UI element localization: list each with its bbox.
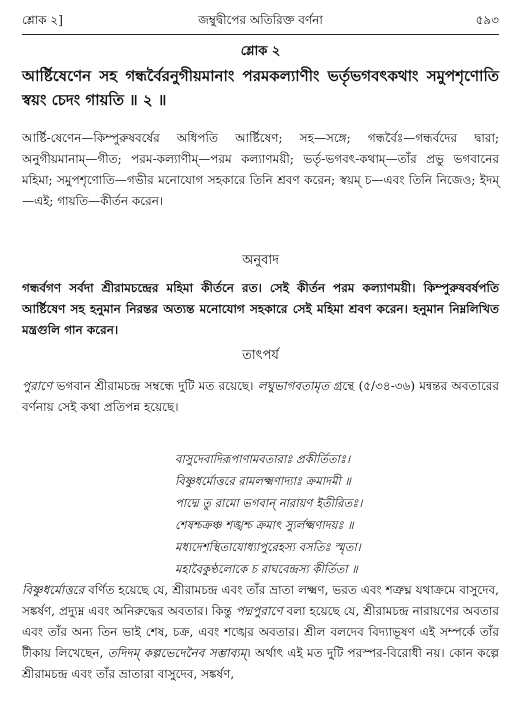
quoted-verse	[175, 448, 362, 580]
purport-intro	[22, 376, 499, 418]
sanskrit-verse: আর্ষ্টিষেণেন সহ গন্ধর্বৈরনুগীয়মানাং পরমকল্যাণীং ভর্তৃভগবৎকথাং সমুপশৃণোতি স্বয়ং চেদং গায়তি ॥ ২ ॥	[22, 67, 499, 109]
header-verse-ref: শ্লোক ২]	[22, 13, 63, 27]
purport-ref-purana: পুরাণে	[22, 379, 53, 393]
quoted-verse-line: পাদ্মে তু রামো ভগবান্ নারায়ণ ইতীরিতঃ।	[175, 496, 363, 510]
ref-padmapurana: পদ্মপুরাণে	[235, 604, 283, 618]
ref-commentary-quote: তদিদম্ কল্পভেদেনৈব সম্ভাব্যম্	[107, 646, 247, 660]
para2-text-c: । অর্থাৎ এই মত দুটি পরস্পর-বিরোধী নয়। কোন কল্পে শ্রীরামচন্দ্র এবং তাঁর ভ্রাতারা বাসুদেব, সঙ্কর্ষণ,	[22, 646, 499, 681]
para2-text-b: বলা হয়েছে যে, শ্রীরামচন্দ্র নারায়ণের অবতার এবং তাঁর অন্য তিন ভাই শেষ, চক্র, এবং শঙ্খের অবতার। শ্রীল বলদেব বিদ্যাভূষণ এই সম্পর্কে তাঁর টীকায় লিখেছেন,	[22, 604, 499, 660]
translation-text: গন্ধর্বগণ সর্বদা শ্রীরামচন্দ্রের মহিমা কীর্তনে রত। সেই কীর্তন পরম কল্যাণময়ী। কিম্পুরুষবর্ষপতি আর্ষ্টিষেণ সহ হনুমান নিরন্তর অত্যন্ত মনোযোগ সহকারে সেই মহিমা শ্রবণ করেন। হনুমান নিম্নলিখিত মন্ত্রগুলি গান করেন।	[22, 281, 499, 337]
quoted-verse-line: বাসুদেবাদিরূপাণামবতারাঃ প্রকীর্তিতাঃ।	[175, 452, 351, 466]
para2-text-a: বর্ণিত হয়েছে যে, শ্রীরামচন্দ্র এবং তাঁর ভ্রাতা লক্ষ্মণ, ভরত এবং শত্রুঘ্ন যথাক্রমে বাসুদেব, সঙ্কর্ষণ, প্রদ্যুম্ন এবং অনিরুদ্ধের অবতার। কিন্তু	[22, 583, 499, 618]
ref-vishnudharmottara: বিষ্ণুধর্মোত্তরে	[22, 583, 85, 597]
purport-intro-text: ভগবান শ্রীরামচন্দ্র সম্বন্ধে দুটি মত রয়েছে।	[52, 379, 258, 393]
purport-heading: তাৎপর্য	[242, 348, 279, 363]
header-rule	[22, 34, 499, 35]
purport-paragraph-2	[22, 580, 499, 685]
header-page-number: ৫৯৩	[475, 13, 499, 27]
translation-heading: অনুবাদ	[242, 253, 279, 268]
quoted-verse-line: মহাবৈকুণ্ঠলোকে চ রাঘবেন্দ্রস্য কীর্তিতা ॥	[175, 562, 358, 576]
header-chapter-title: জম্বুদ্বীপের অতিরিক্ত বর্ণনা	[198, 13, 323, 27]
quoted-verse-line: বিষ্ণুধর্মোত্তরে রামলক্ষ্মণাদ্যাঃ ক্রমাদমী ॥	[175, 474, 351, 488]
quoted-verse-line: শেষশ্চক্রঞ্চ শঙ্খশ্চ ক্রমাৎ স্যুর্লক্ষ্মণাদয়ঃ ॥	[175, 518, 354, 532]
verse-title: শ্লোক ২	[240, 44, 281, 59]
purport-intro-end: গ্রন্থে (৫/৩৪-৩৬) মন্বন্তর অবতারের বর্ণনায় সেই কথা প্রতিপন্ন হয়েছে।	[22, 379, 499, 414]
purport-ref-laghu: লঘুভাগবতামৃত	[257, 379, 330, 393]
synonyms-paragraph: আর্ষ্টি-ষেণেন—কিম্পুরুষবর্ষের অধিপতি আর্ষ্টিষেণ; সহ—সঙ্গে; গন্ধর্বৈঃ—গন্ধর্বদের দ্বারা; অনুগীয়মানাম্—গীত; পরম-কল্যাণীম্—পরম কল্যাণময়ী; ভর্তৃ-ভগবৎ-কথাম্—তাঁর প্রভু ভগবানের মহিমা; সমুপশৃণোতি—গভীর মনোযোগ সহকারে তিনি শ্রবণ করেন; স্বয়ম্ চ—এবং তিনি নিজেও; ইদম্—এই; গায়তি—কীর্তন করেন।	[22, 131, 499, 208]
running-header	[22, 12, 499, 34]
quoted-verse-line: মধ্যদেশস্থিতাযোধ্যাপুরেহস্য বসতিঃ স্মৃতা।	[175, 540, 361, 554]
